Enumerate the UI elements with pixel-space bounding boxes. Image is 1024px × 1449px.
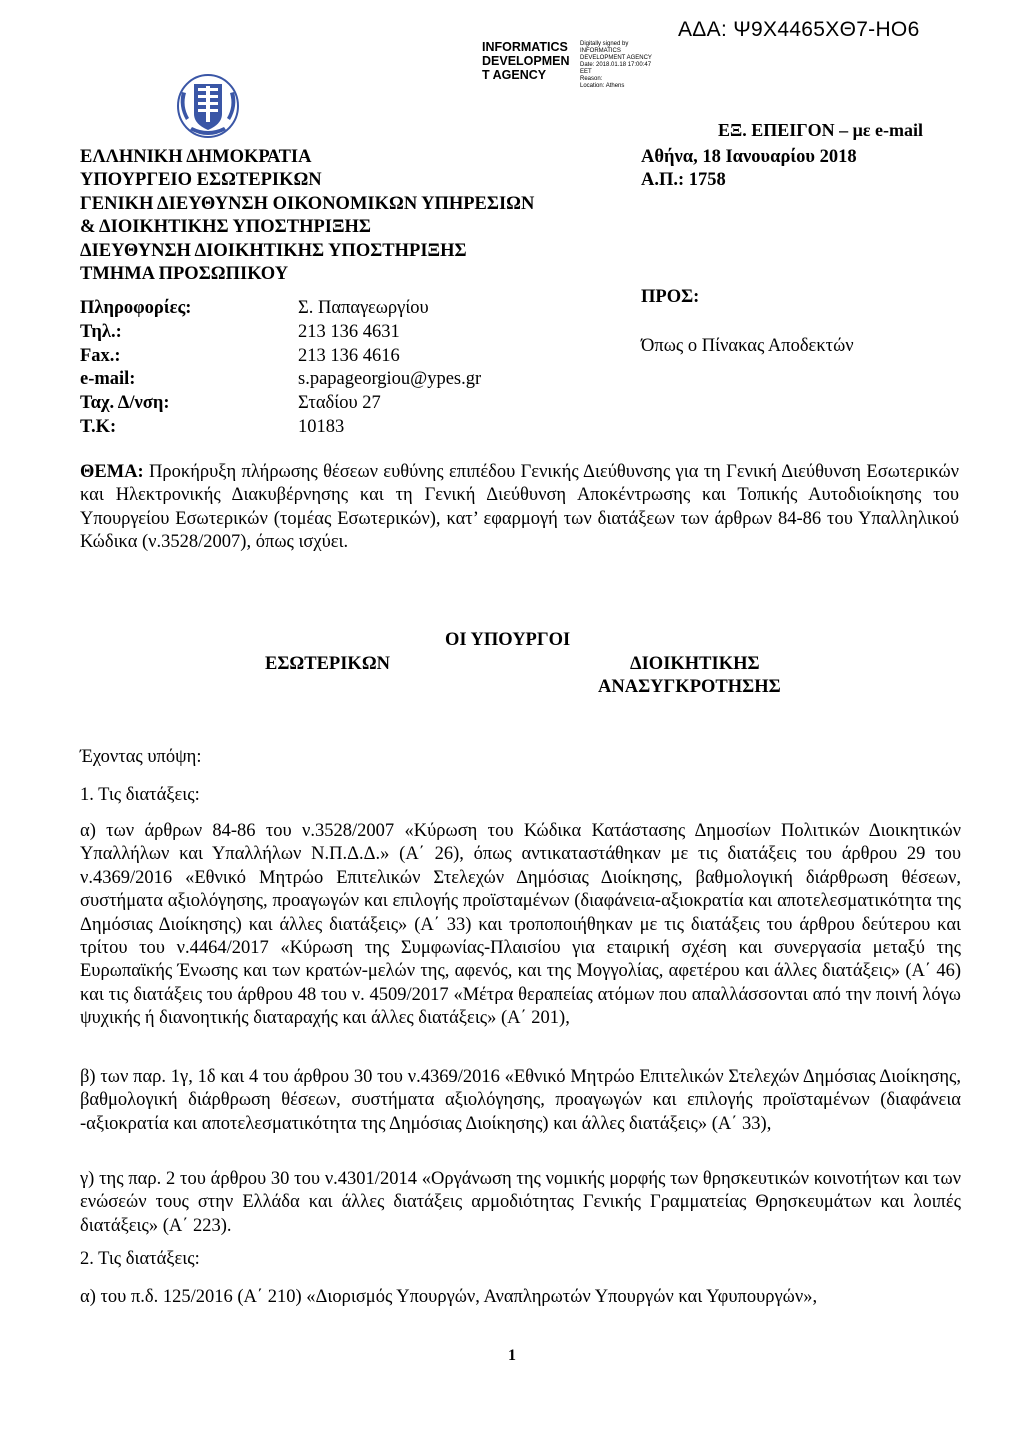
page-number: 1 [508,1347,516,1364]
issuer-line: ΓΕΝΙΚΗ ΔΙΕΥΘΥΝΣΗ ΟΙΚΟΝΟΜΙΚΩΝ ΥΠΗΡΕΣΙΩΝ [80,193,535,214]
contact-row [80,368,481,392]
contact-label: e-mail: [80,369,136,390]
subject-text: Προκήρυξη πλήρωσης θέσεων ευθύνης επιπέδου Γενικής Διεύθυνσης για τη Γενική Διεύθυνση Εσωτερικών και Ηλεκτρονικής Διακυβέρνησης και τη Γενική Διεύθυνση Αποκέντρωσης και Τοπικής Αυτοδιοίκησης του Υπουργείου Εσωτερικών (τομέας Εσωτερικών), κατ’ εφαρμογή των διατάξεων των άρθρων 84-86 του Υπαλληλικού Κώδικα (ν.3528/2007), όπως ισχύει. [80,462,959,553]
delivery-mode: ΕΞ. ΕΠΕΙΓΟΝ – με e-mail [718,120,924,140]
minister-admin-line2: ΑΝΑΣΥΓΚΡΟΤΗΣΗΣ [598,677,781,697]
contact-info [80,297,481,440]
contact-row [80,321,481,345]
signature-name [482,40,578,82]
signature-name-line: INFORMATICS [482,40,568,54]
signature-detail-line: DEVELOPMENT AGENCY [580,55,652,61]
signature-name-line: T AGENCY [482,68,547,82]
contact-label: Τηλ.: [80,321,122,342]
contact-row [80,297,481,321]
greek-state-emblem-icon [172,70,244,142]
signature-details [580,41,690,90]
signature-detail-line: INFORMATICS [580,48,621,54]
signature-detail-line: Reason: [580,76,603,82]
subject-label: ΘΕΜΑ: [80,462,144,482]
minister-interior: ΕΣΩΤΕΡΙΚΩΝ [265,654,390,674]
document-date: Αθήνα, 18 Ιανουαρίου 2018 [641,147,857,167]
recipients: Όπως ο Πίνακας Αποδεκτών [641,336,854,356]
signature-detail-line: Location: Athens [580,83,625,89]
contact-label: Τ.Κ: [80,416,117,437]
contact-value: 213 136 4631 [298,321,400,342]
contact-label: Fax.: [80,345,121,366]
date-protocol-block [641,146,857,193]
paragraph: α) των άρθρων 84-86 του ν.3528/2007 «Κύρωση του Κώδικα Κατάστασης Δημοσίων Πολιτικών Διοικητικών Υπαλλήλων και Υπαλλήλων Ν.Π.Δ.Δ.» (Α΄ 26), όπως αντικαταστάθηκαν με τις διατάξεις του άρθρου 29 του ν.4369/2016 «Εθνικό Μητρώο Επιτελικών Στελεχών Δημόσιας Διοίκησης, βαθμολογική διάρθρωση θέσεων, συστήματα αξιολόγησης, προαγωγών και επιλογής προϊσταμένων (διαφάνεια-αξιοκρατία και αποτελεσματικότητα της Δημόσιας Διοίκησης) και άλλες διατάξεις» (Α΄ 33) και τροποποιήθηκαν με τις διατάξεις του άρθρου δεύτερου και τρίτου του ν.4464/2017 «Κύρωση της Συμφωνίας-Πλαισίου για εταιρική σχέση και συνεργασία μεταξύ της Ευρωπαϊκής Ένωσης και των κρατών-μελών της, αφενός, και της Μογγολίας, αφετέρου και άλλες διατάξεις» (Α΄ 46) και τις διατάξεις του άρθρου 48 του ν. 4509/2017 «Μέτρα θεραπείας ατόμων που απαλλάσσονται από την ποινή λόγω ψυχικής ή διανοητικής διαταραχής και άλλες διατάξεις» (Α΄ 201), [80,821,961,1029]
contact-email[interactable]: s.papageorgiou@ypes.gr [298,369,482,390]
signature-detail-line: EET [580,69,592,75]
issuer-line: ΥΠΟΥΡΓΕΙΟ ΕΣΩΤΕΡΙΚΩΝ [80,170,322,191]
subject-block [80,461,959,555]
issuer-line: ΕΛΛΗΝΙΚΗ ΔΗΜΟΚΡΑΤΙΑ [80,147,312,167]
signature-detail-line: Date: 2018.01.18 17:00:47 [580,62,652,68]
issuer-line: ΤΜΗΜΑ ΠΡΟΣΩΠΙΚΟΥ [80,264,289,285]
signature-name-line: DEVELOPMEN [482,54,570,68]
minister-admin-line1: ΔΙΟΙΚΗΤΙΚΗΣ [630,654,760,674]
contact-row [80,416,481,440]
contact-row [80,345,481,369]
list-item: 2. Τις διατάξεις: [80,1249,200,1269]
paragraph: β) των παρ. 1γ, 1δ και 4 του άρθρου 30 του ν.4369/2016 «Εθνικό Μητρώο Επιτελικών Στελεχών Δημόσιας Διοίκησης, βαθμολογική διάρθρωση θέσεων, συστήματα αξιολόγησης, προαγωγών και επιλογής προϊσταμένων (διαφάνεια -αξιοκρατία και αποτελεσματικότητα της Δημόσιας Διοίκησης) και άλλες διατάξεις» (Α΄ 33), [80,1067,961,1134]
ada-code: ΑΔΑ: Ψ9Χ4465ΧΘ7-ΗΟ6 [678,18,920,41]
ministers-title: ΟΙ ΥΠΟΥΡΓΟΙ [445,630,571,650]
contact-label: Πληροφορίες: [80,298,192,318]
contact-value: 10183 [298,416,345,437]
issuer-line: ΔΙΕΥΘΥΝΣΗ ΔΙΟΙΚΗΤΙΚΗΣ ΥΠΟΣΤΗΡΙΞΗΣ [80,240,467,261]
issuer-line: & ΔΙΟΙΚΗΤΙΚΗΣ ΥΠΟΣΤΗΡΙΞΗΣ [80,217,372,238]
signature-detail-line: Digitally signed by [580,41,629,47]
issuer-header [80,146,534,286]
paragraph: α) του π.δ. 125/2016 (Α΄ 210) «Διορισμός Υπουργών, Αναπληρωτών Υπουργών και Υφυπουργών», [80,1287,818,1307]
considering-heading: Έχοντας υπόψη: [80,747,202,767]
list-item: 1. Τις διατάξεις: [80,785,200,805]
contact-row [80,392,481,416]
paragraph: γ) της παρ. 2 του άρθρου 30 του ν.4301/2014 «Οργάνωση της νομικής μορφής των θρησκευτικών κοινοτήτων και των ενώσεών τους στην Ελλάδα και άλλες διατάξεις αρμοδιότητας Γενικής Γραμματείας Θρησκευμάτων και λοιπές διατάξεις» (Α΄ 223). [80,1169,961,1236]
protocol-number: Α.Π.: 1758 [641,170,726,191]
digital-signature-stamp [482,40,682,98]
contact-value: Σ. Παπαγεωργίου [298,298,429,318]
to-label: ΠΡΟΣ: [641,287,700,307]
contact-value: Σταδίου 27 [298,393,381,414]
contact-value: 213 136 4616 [298,345,400,366]
contact-label: Ταχ. Δ/νση: [80,393,170,414]
